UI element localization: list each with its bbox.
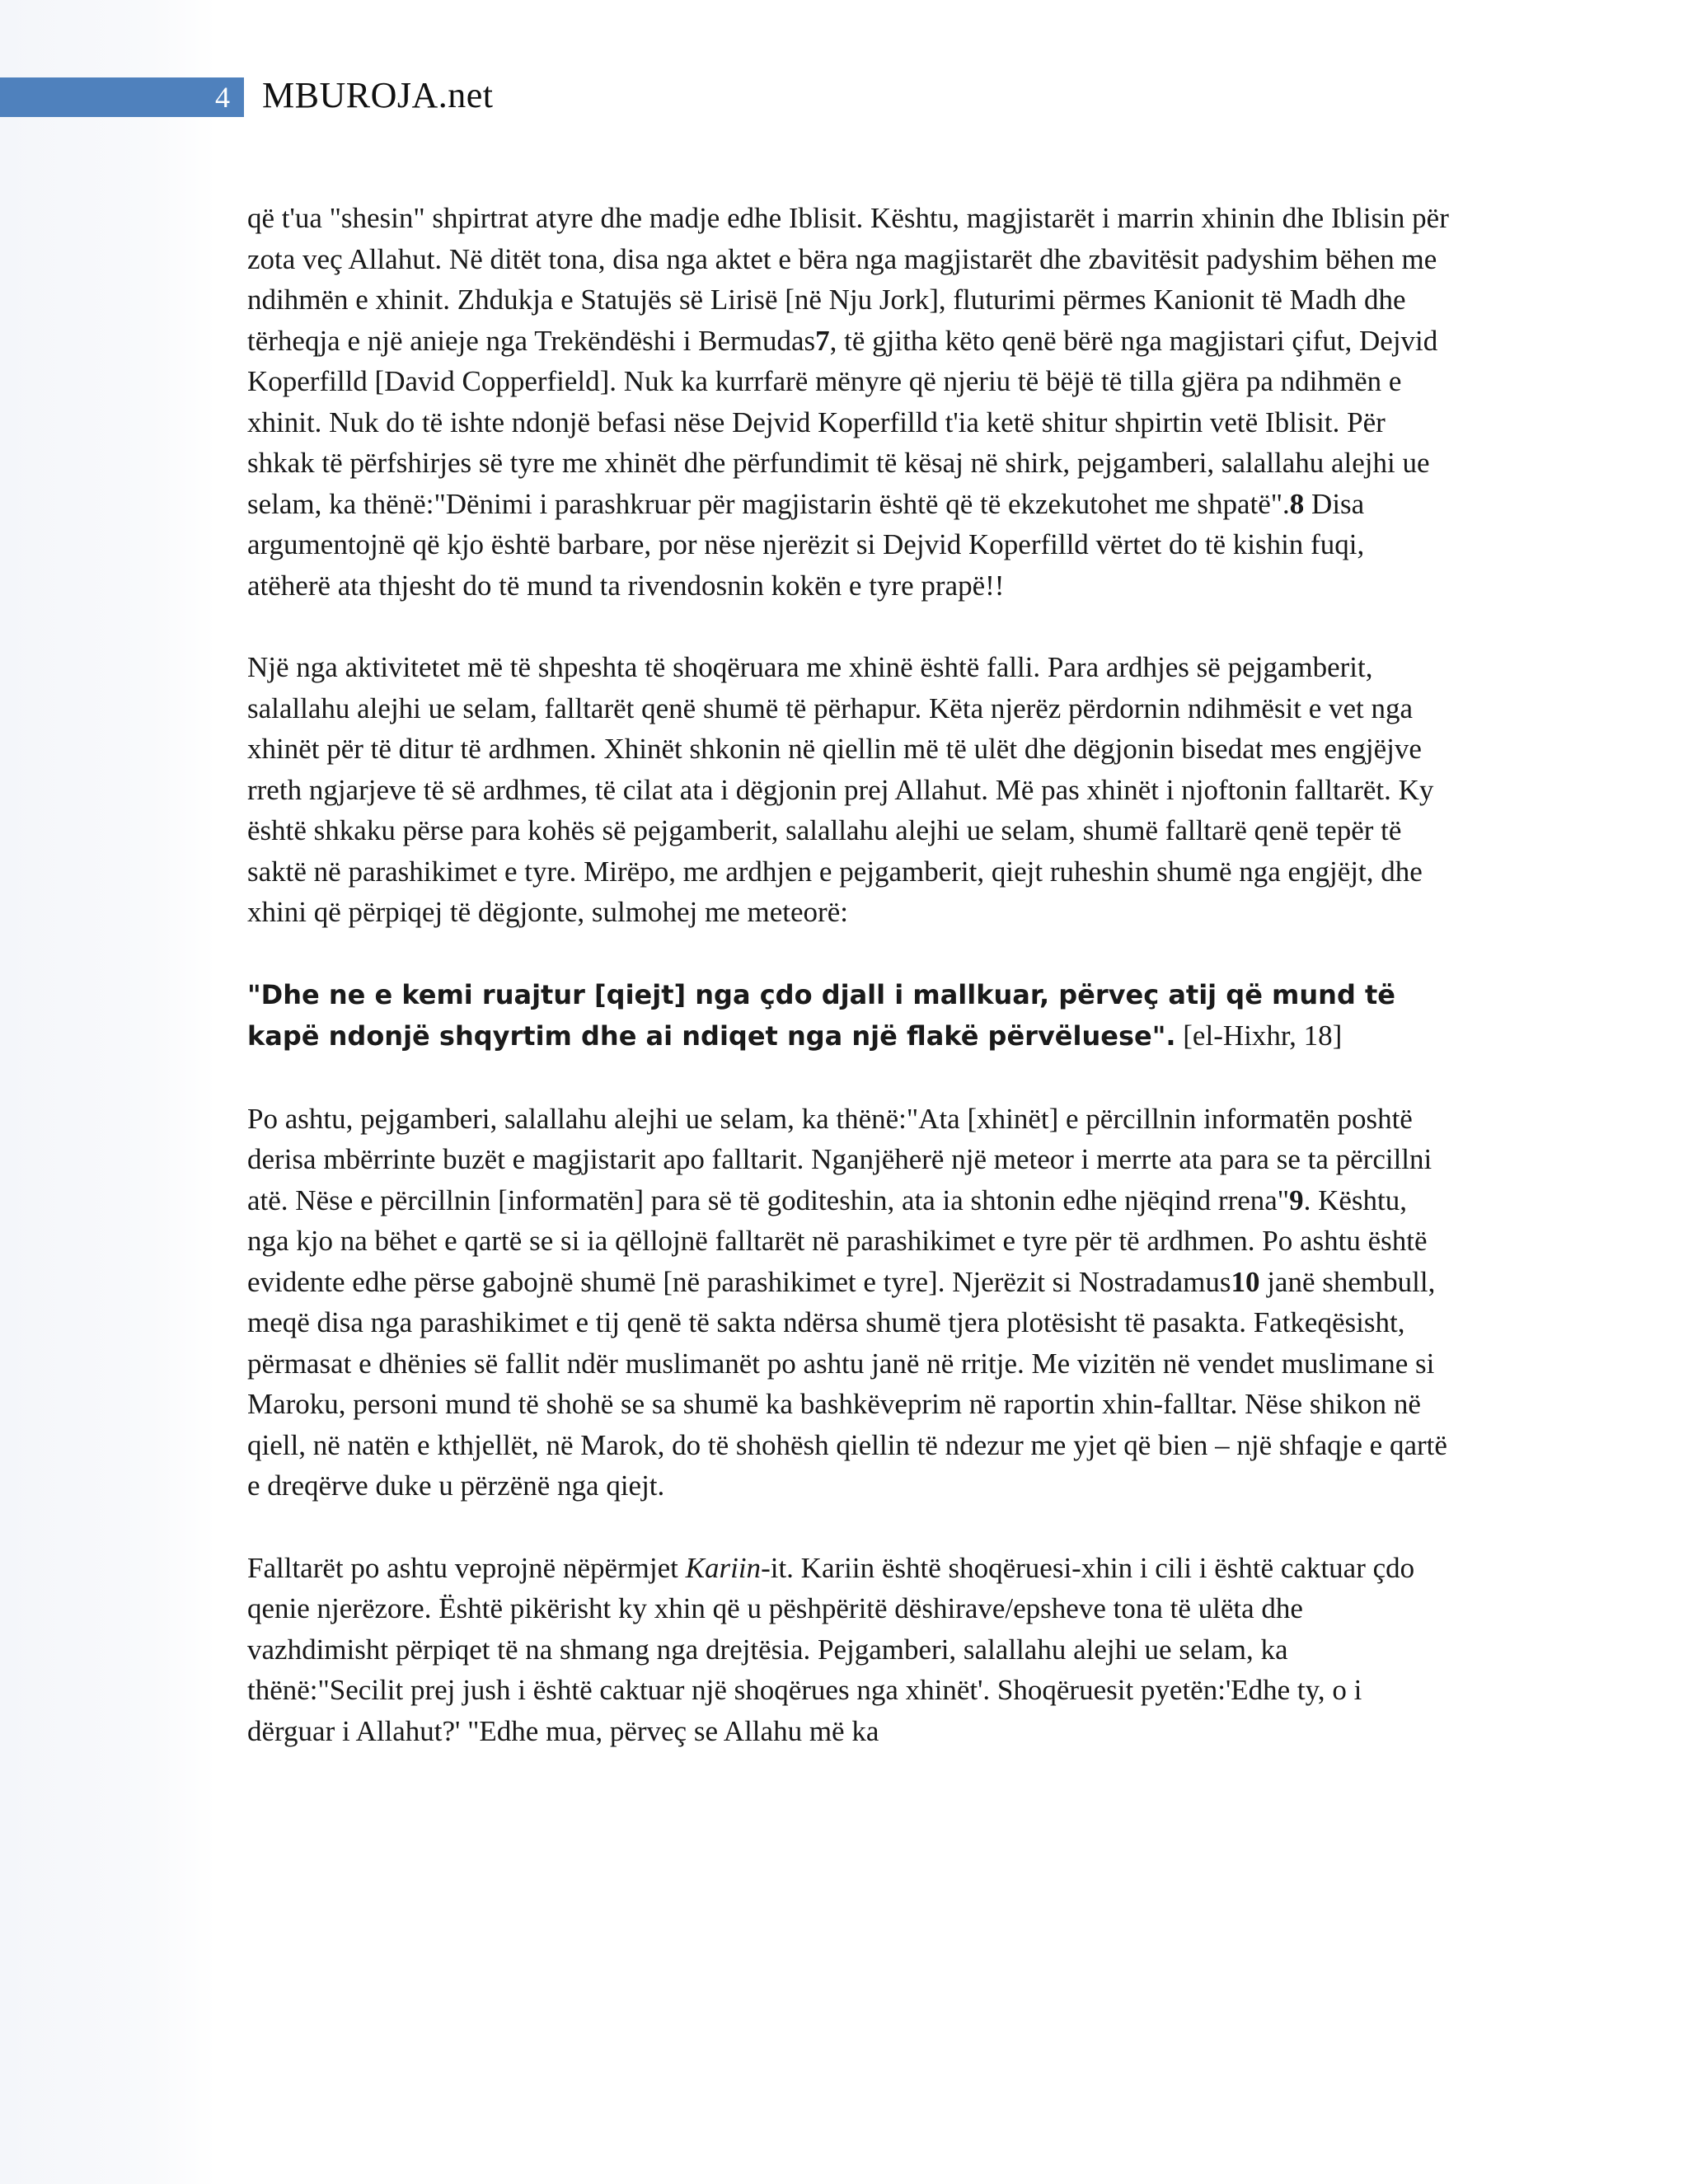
- paragraph-text: që t'ua "shesin" shpirtrat atyre dhe madje edhe Iblisit. Kështu, magjistarët i marrin xhinin dhe Iblisin për zota veç Allahut. Në ditët tona, disa nga aktet e bëra nga magjistarët dhe zbavitësit padyshim bëhen me ndihmën e xhinit. Zhdukja e Statujës së Lirisë [në Nju Jork], fluturimi përmes Kanionit të Madh dhe tërheqja e një anieje nga Trekëndëshi i Bermudas: [247, 202, 1449, 357]
- footnote-ref-7: 7: [815, 324, 830, 357]
- paragraph-text: Disa argumentojnë që kjo është barbare, por nëse njerëzit si Dejvid Koperfilld vërtet do të kishin fuqi, atëherë ata thjesht do të mund ta rivendosnin kokën e tyre prapë!!: [247, 487, 1365, 602]
- paragraph-text: , të gjitha këto qenë bërë nga magjistari çifut, Dejvid Koperfilld [David Copperfield]. Nuk ka kurrfarë mënyre që njeriu të bëjë të tilla gjëra pa ndihmën e xhinit. Nuk do të ishte ndonjë befasi nëse Dejvid Koperfilld t'ia ketë shitur shpirtin vetë Iblisit. Për shkak të përfshirjes së tyre me xhinët dhe përfundimit të kësaj në shirk, pejgamberi, salallahu alejhi ue selam, ka thënë:"Dënimi i parashkruar për magjistarin është që të ekzekutohet me shpatë".: [247, 324, 1438, 520]
- footnote-ref-8: 8: [1289, 487, 1305, 520]
- paragraph-text: Po ashtu, pejgamberi, salallahu alejhi ue selam, ka thënë:"Ata [xhinët] e përcillnin informatën poshtë derisa mbërrinte buzët e magjistarit apo falltarit. Nganjëherë një meteor i merrte ata para se ta përcillni atë. Nëse e përcillnin [informatën] para së të goditeshin, ata ia shtonin edhe njëqind rrena": [247, 1102, 1432, 1216]
- document-body: [247, 198, 1451, 1793]
- quote-text: "Dhe ne e kemi ruajtur [qiejt] nga çdo djall i mallkuar, përveç atij që mund të kapë ndonjë shqyrtim dhe ai ndiqet nga një flakë përvëluese".: [247, 978, 1395, 1052]
- footnote-ref-10: 10: [1231, 1265, 1260, 1298]
- quran-quote: [247, 974, 1451, 1057]
- paragraph-2: Një nga aktivitetet më të shpeshta të shoqëruara me xhinë është falli. Para ardhjes së pejgamberit, salallahu alejhi ue selam, falltarët qenë shumë të përhapur. Këta njerëz përdornin ndihmësit e vet nga xhinët për të ditur të ardhmen. Xhinët shkonin në qiellin më të ulët dhe dëgjonin bisedat mes engjëjve rreth ngjarjeve të së ardhmes, të cilat ata i dëgjonin prej Allahut. Më pas xhinët i njoftonin falltarët. Ky është shkaku përse para kohës së pejgamberit, salallahu alejhi ue selam, shumë falltarë qenë tepër të saktë në parashikimet e tyre. Mirëpo, me ardhjen e pejgamberit, qiejt ruheshin shumë nga engjëjt, dhe xhini që përpiqej të dëgjonte, sulmohej me meteorë:: [247, 651, 1434, 928]
- paragraph-5: [247, 1548, 1451, 1752]
- paragraph-1: [247, 198, 1451, 606]
- paragraph-text: Falltarët po ashtu veprojnë nëpërmjet: [247, 1551, 686, 1584]
- footnote-ref-9: 9: [1289, 1183, 1304, 1216]
- page-margin-strip: [0, 0, 216, 2184]
- paragraph-4: [247, 1099, 1451, 1507]
- page-number: 4: [215, 81, 230, 114]
- paragraph-text: . Kështu, nga kjo na bëhet e qartë se si ia qëllojnë falltarët në parashikimet e tyre për të ardhmen. Po ashtu është evidente edhe përse gabojnë shumë [në parashikimet e tyre]. Njerëzit si Nostradamus: [247, 1183, 1428, 1298]
- paragraph-text: -it. Kariin është shoqëruesi-xhin i cili i është caktuar çdo qenie njerëzore. Është pikërisht ky xhin që u pëshpëritë dëshirave/epsheve tona të ulëta dhe vazhdimisht përpiqet të na shmang nga drejtësia. Pejgamberi, salallahu alejhi ue selam, ka thënë:"Secilit prej jush i është caktuar një shoqërues nga xhinët'. Shoqëruesit pyetën:'Edhe ty, o i dërguar i Allahut?' "Edhe mua, përveç se Allahu më ka: [247, 1551, 1415, 1747]
- site-title: MBUROJA.net: [262, 75, 494, 115]
- paragraph-text: janë shembull, meqë disa nga parashikimet e tij qenë të sakta ndërsa shumë tjera plotësisht të pasakta. Fatkeqësisht, përmasat e dhënies së fallit ndër muslimanët po ashtu janë në rritje. Me vizitën në vendet muslimane si Maroku, personi mund të shohë se sa shumë ka bashkëveprim në raportin xhin-falltar. Nëse shikon në qiell, në natën e kthjellët, në Marok, do të shohësh qiellin të ndezur me yjet që bien – një shfaqje e qartë e dreqërve duke u përzënë nga qiejt.: [247, 1265, 1447, 1502]
- italic-term: Kariin: [685, 1551, 762, 1584]
- quote-reference: [el-Hixhr, 18]: [1175, 1019, 1343, 1052]
